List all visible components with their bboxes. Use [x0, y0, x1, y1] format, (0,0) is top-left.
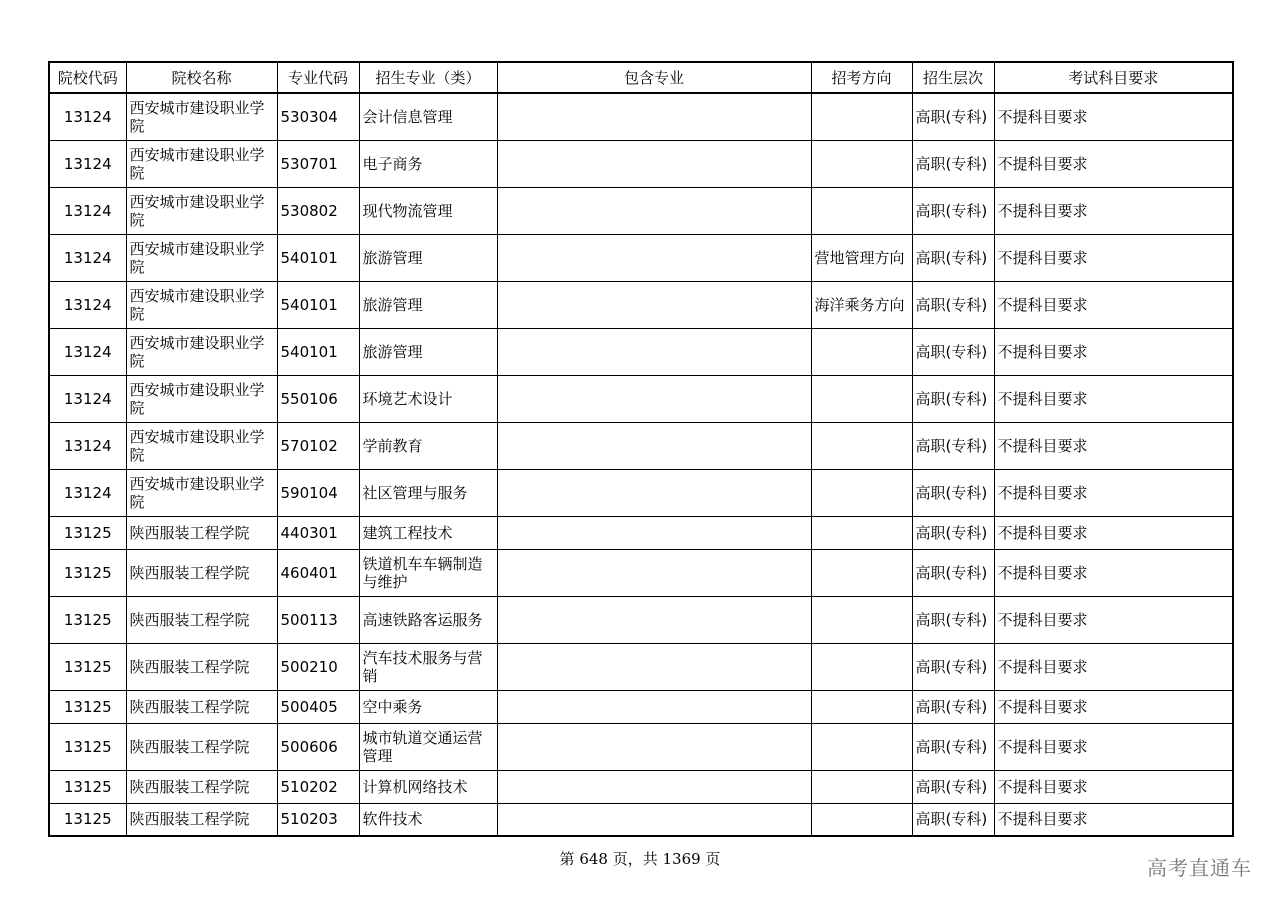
- table-row: [49, 770, 1233, 803]
- cell-level: 高职(专科): [912, 596, 994, 643]
- cell-school-name: 西安城市建设职业学院: [126, 281, 277, 328]
- table-row: [49, 422, 1233, 469]
- cell-level: 高职(专科): [912, 328, 994, 375]
- cell-major: 建筑工程技术: [359, 516, 497, 549]
- cell-direction: 海洋乘务方向: [811, 281, 912, 328]
- table-row: [49, 234, 1233, 281]
- cell-school-code: 13124: [49, 140, 126, 187]
- cell-subject-requirement: 不提科目要求: [994, 328, 1233, 375]
- header-major-code: 专业代码: [277, 62, 359, 93]
- cell-school-code: 13125: [49, 803, 126, 836]
- cell-school-code: 13124: [49, 93, 126, 140]
- cell-school-name: 西安城市建设职业学院: [126, 469, 277, 516]
- table-row: [49, 375, 1233, 422]
- cell-level: 高职(专科): [912, 281, 994, 328]
- cell-included-majors: [497, 187, 811, 234]
- cell-level: 高职(专科): [912, 723, 994, 770]
- header-level: 招生层次: [912, 62, 994, 93]
- cell-direction: [811, 422, 912, 469]
- cell-major-code: 530802: [277, 187, 359, 234]
- cell-major-code: 510203: [277, 803, 359, 836]
- cell-subject-requirement: 不提科目要求: [994, 281, 1233, 328]
- cell-school-name: 西安城市建设职业学院: [126, 93, 277, 140]
- cell-major: 社区管理与服务: [359, 469, 497, 516]
- cell-school-code: 13124: [49, 281, 126, 328]
- cell-major: 会计信息管理: [359, 93, 497, 140]
- cell-major: 旅游管理: [359, 234, 497, 281]
- cell-school-code: 13124: [49, 422, 126, 469]
- header-school-name: 院校名称: [126, 62, 277, 93]
- cell-included-majors: [497, 328, 811, 375]
- table-row: [49, 803, 1233, 836]
- cell-major: 环境艺术设计: [359, 375, 497, 422]
- cell-school-name: 西安城市建设职业学院: [126, 328, 277, 375]
- cell-direction: [811, 596, 912, 643]
- cell-subject-requirement: 不提科目要求: [994, 643, 1233, 690]
- cell-level: 高职(专科): [912, 549, 994, 596]
- cell-major: 电子商务: [359, 140, 497, 187]
- cell-direction: [811, 643, 912, 690]
- cell-level: 高职(专科): [912, 803, 994, 836]
- table-row: [49, 328, 1233, 375]
- cell-included-majors: [497, 549, 811, 596]
- cell-school-code: 13125: [49, 770, 126, 803]
- cell-school-name: 陕西服装工程学院: [126, 516, 277, 549]
- cell-school-name: 陕西服装工程学院: [126, 596, 277, 643]
- cell-school-code: 13125: [49, 516, 126, 549]
- cell-school-name: 西安城市建设职业学院: [126, 422, 277, 469]
- cell-level: 高职(专科): [912, 234, 994, 281]
- cell-subject-requirement: 不提科目要求: [994, 516, 1233, 549]
- cell-level: 高职(专科): [912, 140, 994, 187]
- admissions-table: [48, 61, 1234, 837]
- cell-level: 高职(专科): [912, 643, 994, 690]
- cell-included-majors: [497, 469, 811, 516]
- cell-level: 高职(专科): [912, 690, 994, 723]
- cell-included-majors: [497, 803, 811, 836]
- table-row: [49, 187, 1233, 234]
- cell-major: 铁道机车车辆制造与维护: [359, 549, 497, 596]
- cell-major: 空中乘务: [359, 690, 497, 723]
- cell-major: 旅游管理: [359, 281, 497, 328]
- cell-level: 高职(专科): [912, 422, 994, 469]
- cell-major: 城市轨道交通运营管理: [359, 723, 497, 770]
- cell-included-majors: [497, 234, 811, 281]
- cell-included-majors: [497, 596, 811, 643]
- table-row: [49, 690, 1233, 723]
- cell-major-code: 460401: [277, 549, 359, 596]
- page-number: 第 648 页，共 1369 页: [559, 850, 721, 868]
- cell-major-code: 540101: [277, 328, 359, 375]
- header-subject-requirement: 考试科目要求: [994, 62, 1233, 93]
- cell-included-majors: [497, 93, 811, 140]
- table-row: [49, 516, 1233, 549]
- cell-direction: [811, 770, 912, 803]
- cell-school-code: 13125: [49, 596, 126, 643]
- table-row: [49, 140, 1233, 187]
- cell-major: 旅游管理: [359, 328, 497, 375]
- cell-level: 高职(专科): [912, 187, 994, 234]
- cell-subject-requirement: 不提科目要求: [994, 803, 1233, 836]
- cell-school-name: 陕西服装工程学院: [126, 549, 277, 596]
- cell-subject-requirement: 不提科目要求: [994, 422, 1233, 469]
- cell-included-majors: [497, 516, 811, 549]
- cell-direction: [811, 187, 912, 234]
- cell-school-name: 西安城市建设职业学院: [126, 140, 277, 187]
- cell-included-majors: [497, 770, 811, 803]
- cell-direction: [811, 469, 912, 516]
- cell-direction: 营地管理方向: [811, 234, 912, 281]
- cell-major-code: 500405: [277, 690, 359, 723]
- cell-school-name: 陕西服装工程学院: [126, 723, 277, 770]
- cell-major: 现代物流管理: [359, 187, 497, 234]
- cell-major: 软件技术: [359, 803, 497, 836]
- cell-school-name: 陕西服装工程学院: [126, 643, 277, 690]
- cell-direction: [811, 375, 912, 422]
- cell-school-name: 西安城市建设职业学院: [126, 375, 277, 422]
- cell-major-code: 530701: [277, 140, 359, 187]
- cell-major-code: 500210: [277, 643, 359, 690]
- watermark-text: 高考直通车: [1147, 856, 1252, 880]
- cell-school-code: 13125: [49, 643, 126, 690]
- cell-major-code: 540101: [277, 234, 359, 281]
- table-row: [49, 723, 1233, 770]
- cell-school-code: 13124: [49, 187, 126, 234]
- cell-level: 高职(专科): [912, 770, 994, 803]
- cell-included-majors: [497, 281, 811, 328]
- cell-school-code: 13125: [49, 549, 126, 596]
- cell-school-name: 陕西服装工程学院: [126, 803, 277, 836]
- cell-included-majors: [497, 643, 811, 690]
- cell-school-code: 13125: [49, 690, 126, 723]
- cell-subject-requirement: 不提科目要求: [994, 234, 1233, 281]
- cell-direction: [811, 516, 912, 549]
- cell-subject-requirement: 不提科目要求: [994, 770, 1233, 803]
- cell-included-majors: [497, 690, 811, 723]
- cell-direction: [811, 690, 912, 723]
- cell-subject-requirement: 不提科目要求: [994, 549, 1233, 596]
- cell-included-majors: [497, 375, 811, 422]
- table-row: [49, 596, 1233, 643]
- cell-major-code: 500113: [277, 596, 359, 643]
- header-major: 招生专业（类）: [359, 62, 497, 93]
- table-row: [49, 549, 1233, 596]
- cell-major-code: 550106: [277, 375, 359, 422]
- cell-included-majors: [497, 422, 811, 469]
- cell-subject-requirement: 不提科目要求: [994, 375, 1233, 422]
- table-row: [49, 93, 1233, 140]
- header-row: [49, 62, 1233, 93]
- cell-subject-requirement: 不提科目要求: [994, 723, 1233, 770]
- cell-included-majors: [497, 723, 811, 770]
- cell-major-code: 540101: [277, 281, 359, 328]
- cell-school-name: 西安城市建设职业学院: [126, 234, 277, 281]
- cell-school-code: 13124: [49, 328, 126, 375]
- cell-direction: [811, 723, 912, 770]
- cell-major: 汽车技术服务与营销: [359, 643, 497, 690]
- header-direction: 招考方向: [811, 62, 912, 93]
- cell-level: 高职(专科): [912, 93, 994, 140]
- header-school-code: 院校代码: [49, 62, 126, 93]
- cell-level: 高职(专科): [912, 516, 994, 549]
- cell-major-code: 440301: [277, 516, 359, 549]
- cell-major-code: 570102: [277, 422, 359, 469]
- cell-direction: [811, 803, 912, 836]
- cell-major: 高速铁路客运服务: [359, 596, 497, 643]
- cell-school-code: 13124: [49, 375, 126, 422]
- cell-subject-requirement: 不提科目要求: [994, 469, 1233, 516]
- cell-major: 计算机网络技术: [359, 770, 497, 803]
- cell-level: 高职(专科): [912, 375, 994, 422]
- cell-subject-requirement: 不提科目要求: [994, 93, 1233, 140]
- cell-level: 高职(专科): [912, 469, 994, 516]
- cell-included-majors: [497, 140, 811, 187]
- cell-major-code: 530304: [277, 93, 359, 140]
- cell-major-code: 510202: [277, 770, 359, 803]
- cell-direction: [811, 328, 912, 375]
- cell-subject-requirement: 不提科目要求: [994, 140, 1233, 187]
- cell-school-code: 13124: [49, 469, 126, 516]
- cell-subject-requirement: 不提科目要求: [994, 690, 1233, 723]
- cell-major: 学前教育: [359, 422, 497, 469]
- cell-subject-requirement: 不提科目要求: [994, 187, 1233, 234]
- cell-subject-requirement: 不提科目要求: [994, 596, 1233, 643]
- cell-direction: [811, 140, 912, 187]
- table-row: [49, 643, 1233, 690]
- cell-direction: [811, 93, 912, 140]
- table-row: [49, 281, 1233, 328]
- cell-school-code: 13125: [49, 723, 126, 770]
- cell-school-name: 陕西服装工程学院: [126, 770, 277, 803]
- cell-direction: [811, 549, 912, 596]
- cell-major-code: 500606: [277, 723, 359, 770]
- table-row: [49, 469, 1233, 516]
- cell-school-name: 陕西服装工程学院: [126, 690, 277, 723]
- cell-school-name: 西安城市建设职业学院: [126, 187, 277, 234]
- cell-school-code: 13124: [49, 234, 126, 281]
- header-included-majors: 包含专业: [497, 62, 811, 93]
- cell-major-code: 590104: [277, 469, 359, 516]
